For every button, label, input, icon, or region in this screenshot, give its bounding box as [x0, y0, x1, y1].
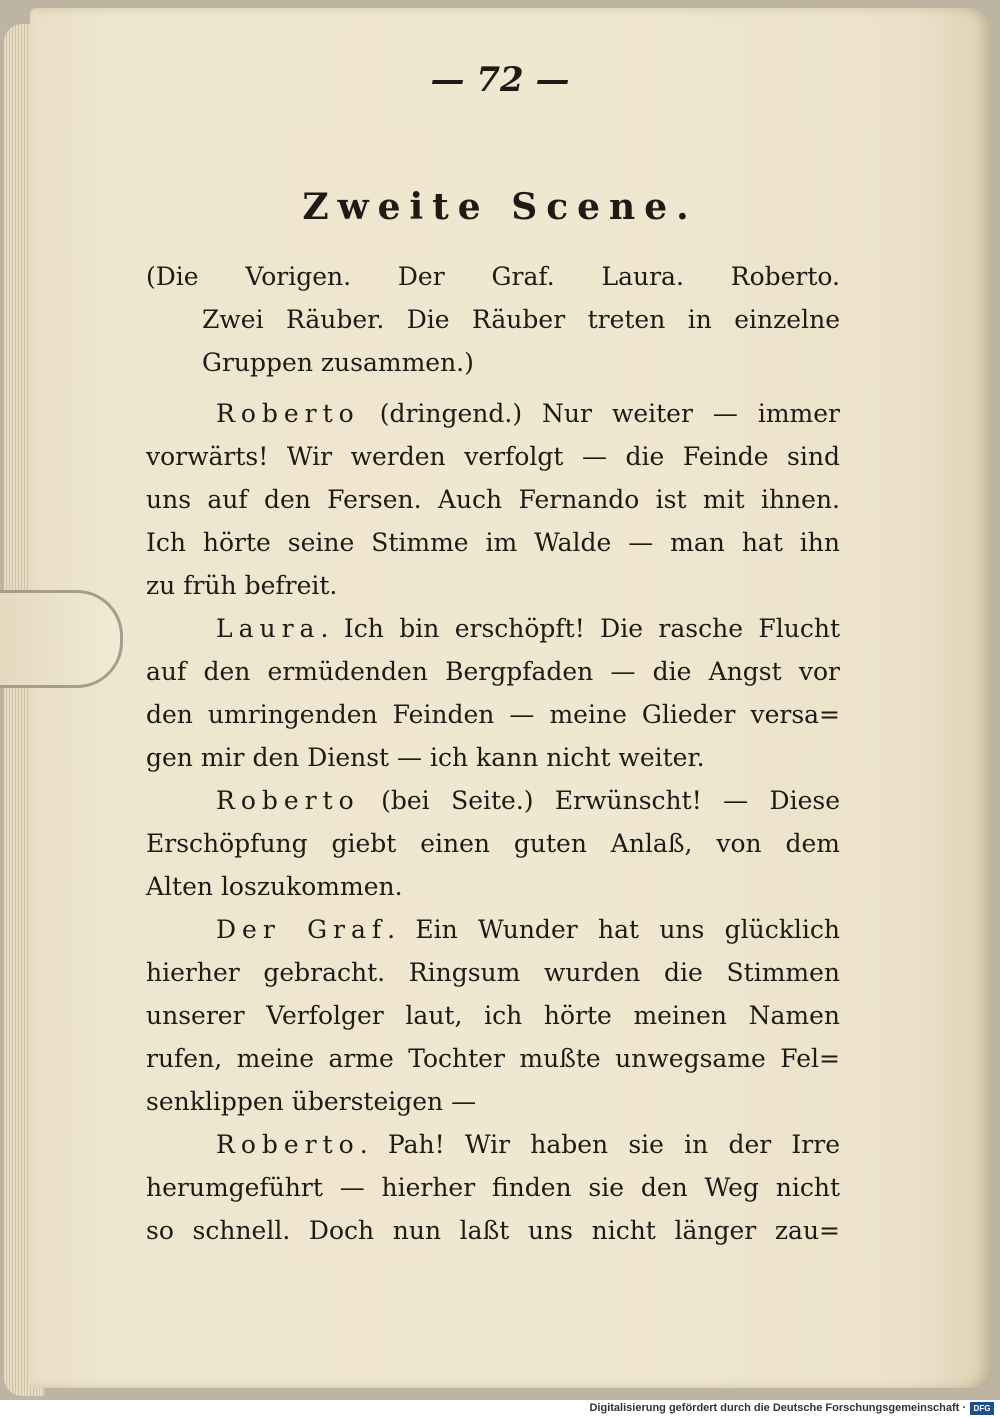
text-line: uns auf den Fersen. Auch Fernando ist mit ihnen.	[146, 485, 840, 514]
text-line: Erschöpfung giebt einen guten Anlaß, von dem	[146, 829, 840, 858]
dfg-logo: DFG	[970, 1402, 994, 1415]
page-clip	[0, 590, 123, 688]
speaker-name: Roberto	[216, 399, 360, 428]
text-line: vorwärts! Wir werden verfolgt — die Feinde sind	[146, 442, 840, 471]
text-line: herumgeführt — hierher finden sie den Weg nicht	[146, 1173, 840, 1202]
text-line: Alten loszukommen.	[146, 872, 403, 901]
speaker-name: Laura	[216, 614, 321, 643]
text-line: senklippen übersteigen —	[146, 1087, 477, 1116]
text-line: Zwei Räuber. Die Räuber treten in einzelne	[202, 305, 840, 334]
text-line: Laura. Ich bin erschöpft! Die rasche Flucht	[216, 614, 840, 643]
text-line: so schnell. Doch nun laßt uns nicht länger zau=	[146, 1216, 840, 1245]
scene-heading: Zweite Scene.	[302, 186, 698, 228]
speaker-name: Der Graf	[216, 915, 388, 944]
text-line: den umringenden Feinden — meine Glieder versa=	[146, 700, 840, 729]
text-line: hierher gebracht. Ringsum wurden die Stimmen	[146, 958, 840, 987]
text-line: gen mir den Dienst — ich kann nicht weiter.	[146, 743, 705, 772]
body-text	[146, 255, 840, 1252]
text-line: Roberto (bei Seite.) Erwünscht! — Diese	[216, 786, 840, 815]
text-line: auf den ermüdenden Bergpfaden — die Angst vor	[146, 657, 840, 686]
text-line: (Die Vorigen. Der Graf. Laura. Roberto.	[146, 262, 840, 291]
text-line: unserer Verfolger laut, ich hörte meinen Namen	[146, 1001, 840, 1030]
text-line: Roberto. Pah! Wir haben sie in der Irre	[216, 1130, 840, 1159]
text-line: rufen, meine arme Tochter mußte unwegsame Fel=	[146, 1044, 840, 1073]
text-line: Ich hörte seine Stimme im Walde — man hat ihn	[146, 528, 840, 557]
speaker-name: Roberto	[216, 786, 360, 815]
text-line: Der Graf. Ein Wunder hat uns glücklich	[216, 915, 840, 944]
text-line: Gruppen zusammen.)	[202, 348, 474, 377]
text-line: Roberto (dringend.) Nur weiter — immer	[216, 399, 840, 428]
text-line: zu früh befreit.	[146, 571, 338, 600]
speaker-name: Roberto	[216, 1130, 360, 1159]
digitization-credit: Digitalisierung gefördert durch die Deutsche Forschungsgemeinschaft ·	[589, 1402, 966, 1414]
page-number: — 72 —	[430, 60, 570, 100]
